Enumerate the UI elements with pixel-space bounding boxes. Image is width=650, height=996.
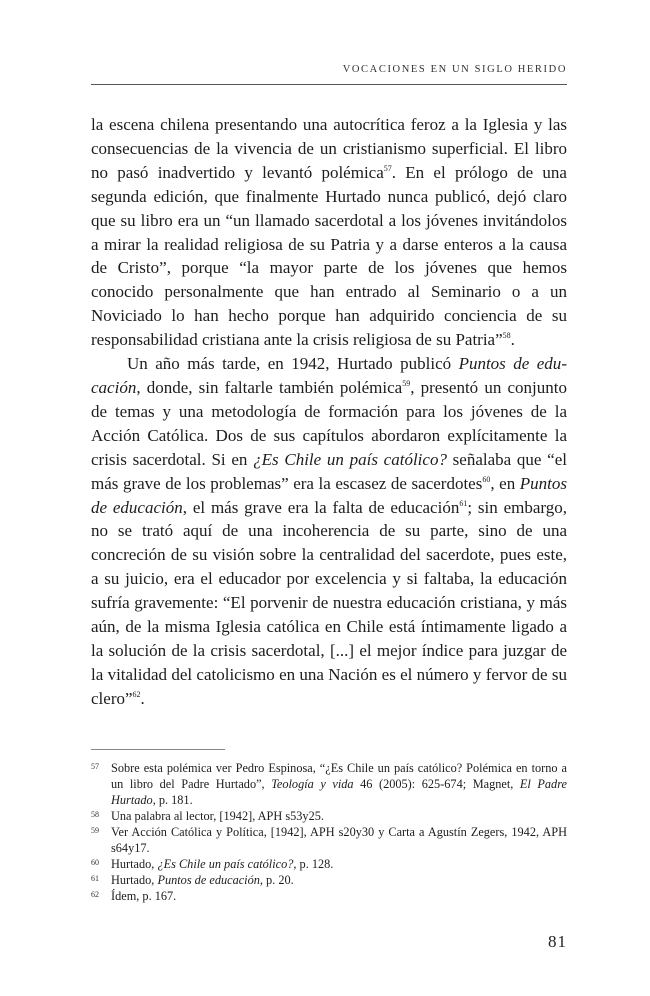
footnote-ref-62[interactable]: 62 — [132, 689, 141, 699]
page-number: 81 — [548, 932, 567, 951]
footnote-text: Hurtado, ¿Es Chile un país católico?, p. 128. — [111, 857, 334, 871]
footnote-ref-60[interactable]: 60 — [482, 474, 491, 484]
footnote-ref-58[interactable]: 58 — [502, 331, 511, 341]
footnote-58 — [91, 808, 567, 824]
footnote-57 — [91, 760, 567, 808]
footnote-text: Sobre esta polémica ver Pedro Espinosa, “¿Es Chile un país católico? Polémica en torno a un libro del Padre Hurtado”, Teología y vida 46 (2005): 625-674; Magnet, El Padre Hurtado, p. 181. — [111, 761, 567, 807]
main-text — [91, 113, 567, 711]
running-head: VOCACIONES EN UN SIGLO HERIDO — [342, 64, 567, 75]
footnote-ref-59[interactable]: 59 — [402, 378, 411, 388]
footnote-text: Una palabra al lector, [1942], APH s53y25. — [111, 809, 324, 823]
footnote-number: 57 — [91, 762, 99, 771]
footnote-number: 60 — [91, 858, 99, 867]
footnote-60 — [91, 856, 567, 872]
footnote-ref-61[interactable]: 61 — [459, 498, 468, 508]
footnote-text: Ídem, p. 167. — [111, 889, 177, 903]
footnote-text: Ver Acción Católica y Política, [1942], APH s20y30 y Carta a Agustín Zegers, 1942, APH s64y17. — [111, 825, 567, 855]
footnote-number: 59 — [91, 826, 99, 835]
footnote-59 — [91, 824, 567, 856]
footnote-number: 62 — [91, 890, 99, 899]
paragraph-1: la escena chilena presentando una autocrítica feroz a la Iglesia y las consecuencias de la vivencia de un cristianismo superficial. El libro no pasó inadvertido y levantó polémica$^{57}$. En el prólogo de una segunda edición, que finalmente Hurtado nunca publicó, dejó claro que su libro era un “un llamado sacerdotal a los jóvenes invitándolos a mirar la realidad religiosa de su Patria y a darse enteros a la causa de Cristo”, porque “la mayor parte de los jóvenes que hemos conocido personalmente que han entrado al Seminario o a un Noviciado lo han hecho porque han adquirido conciencia de su responsabilidad cristiana ante la crisis religiosa de su Patria”$^{58}$. — [91, 115, 567, 350]
footnote-text: Hurtado, Puntos de educación, p. 20. — [111, 873, 294, 887]
header-rule — [91, 84, 567, 85]
footnote-ref-57[interactable]: 57 — [383, 163, 392, 173]
footnote-62 — [91, 888, 567, 904]
footnote-number: 58 — [91, 810, 99, 819]
footnote-separator — [91, 749, 225, 750]
paragraph-2: Un año más tarde, en 1942, Hurtado publicó Puntos de educación, donde, sin faltarle también polémica$^{59}$, presentó un conjunto de temas y una metodología de formación para los jóvenes de la Acción Católica. Dos de sus capítulos abordaron explícitamente la crisis sacerdotal. Si en ¿Es Chile un país católico? señalaba que “el más grave de los problemas” era la escasez de sacerdotes$^{60}$, en Puntos de educación, el más grave era la falta de educación$^{61}$; sin embargo, no se trató aquí de una incoherencia de su parte, sino de una concreción de su visión sobre la centralidad del sacerdote, pues este, a su juicio, era el educador por excelencia y si faltaba, la educación sufría gravemente: “El porvenir de nuestra educación cristiana, y más aún, de la misma Iglesia católica en Chile está íntimamente ligado a la solución de la crisis sacerdotal, [...] el mejor índice para juzgar de la vitalidad del catolicismo en una Nación es el número y fervor de su clero”$^{62}$. — [91, 354, 567, 708]
footnote-number: 61 — [91, 874, 99, 883]
footnote-61 — [91, 872, 567, 888]
footnotes — [91, 760, 567, 904]
